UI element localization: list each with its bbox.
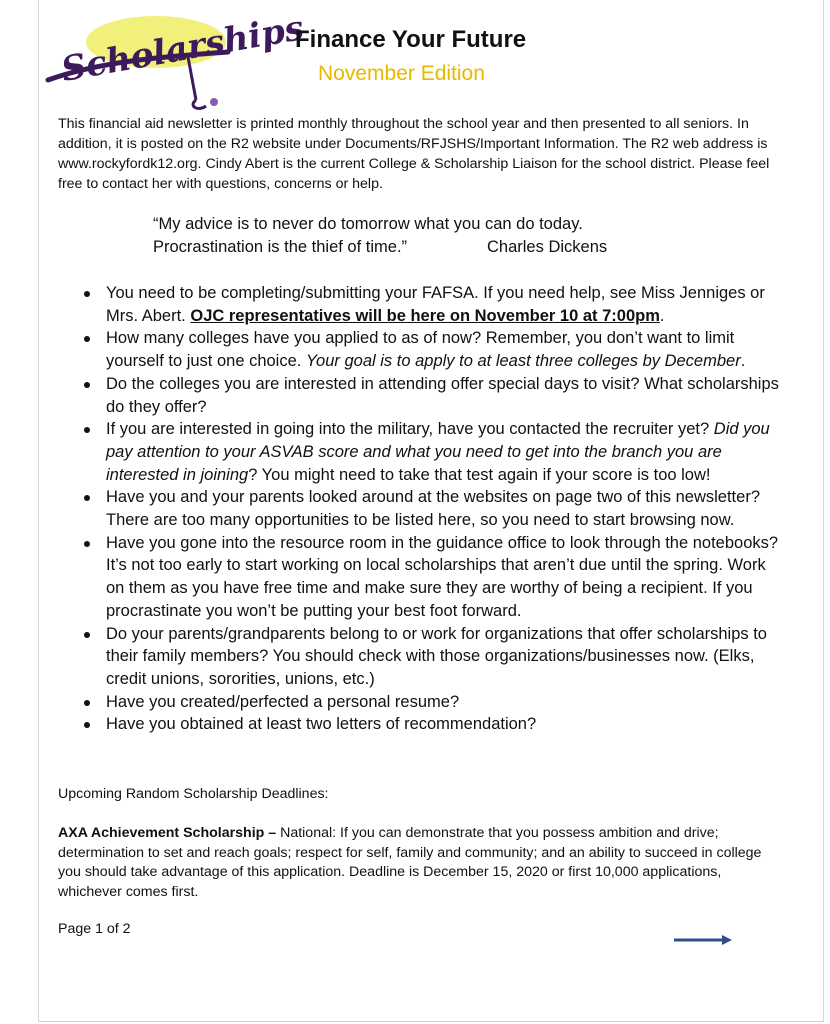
checklist (80, 282, 780, 736)
quote-author: Charles Dickens (487, 238, 608, 256)
list-item: Do your parents/grandparents belong to or work for organizations that offer scholarships to their family members? You should check with those organizations/businesses now. (Elks, credit unions, sororities, unions, etc.) (80, 623, 780, 691)
axa-scholarship-entry (58, 824, 774, 902)
page-number: Page 1 of 2 (58, 921, 131, 937)
quote-block (153, 213, 673, 259)
list-item: Have you created/perfected a personal resume? (80, 691, 780, 714)
intro-paragraph: This financial aid newsletter is printed monthly throughout the school year and then presented to all seniors. In addition, it is posted on the R2 website under Documents/RFJSHS/Important Information. The R2 web address is www.rockyfordk12.org. Cindy Abert is the current College & Scholarship Liaison for the school district. Please feel free to contact her with questions, concerns or help. (58, 116, 770, 192)
list-item: Have you and your parents looked around at the websites on page two of this newsletter? There are too many opportunities to be listed here, so you need to start browsing now. (80, 486, 780, 531)
next-page-arrow-icon[interactable] (674, 934, 734, 946)
ojc-event-notice: OJC representatives will be here on November 10 at 7:00pm (190, 306, 660, 325)
list-item: How many colleges have you applied to as of now? Remember, you don’t want to limit yourself to just one choice. Your goal is to apply to at least three colleges by December. (80, 327, 780, 372)
list-item: You need to be completing/submitting your FAFSA. If you need help, see Miss Jenniges or Mrs. Abert. OJC representatives will be here on November 10 at 7:00pm. (80, 282, 780, 327)
newsletter-title: Finance Your Future (295, 26, 527, 53)
list-item: Have you gone into the resource room in the guidance office to look through the notebooks? It’s not too early to start working on local scholarships that aren’t due until the spring. Work on them as you have free time and make sure they are worthy of being a recipient. If you procrastinate you won’t be putting your best foot forward. (80, 532, 780, 623)
svg-text:Scholarships: Scholarships (58, 7, 307, 90)
list-item: Have you obtained at least two letters of recommendation? (80, 713, 780, 736)
scholarship-name: AXA Achievement Scholarship – (58, 825, 277, 841)
list-item: Do the colleges you are interested in attending offer special days to visit? What scholarships do they offer? (80, 373, 780, 418)
list-item: If you are interested in going into the military, have you contacted the recruiter yet? Did you pay attention to your ASVAB score and what you need to get into the branch you are interested in joining? You might need to take that test again if your score is too low! (80, 418, 780, 486)
deadlines-heading: Upcoming Random Scholarship Deadlines: (58, 786, 329, 802)
quote-line-2: Procrastination is the thief of time.” (153, 238, 408, 256)
quote-line-1: “My advice is to never do tomorrow what you can do today. (153, 215, 583, 233)
scholarship-description: National: If you can demonstrate that you possess ambition and drive; determination to set and reach goals; respect for self, family and community; and an ability to succeed in college you should take advantage of this application. Deadline is December 15, 2020 or first 10,000 applications, whichever comes first. (58, 825, 762, 900)
scholarships-logo (38, 2, 307, 118)
newsletter-edition: November Edition (318, 62, 485, 85)
